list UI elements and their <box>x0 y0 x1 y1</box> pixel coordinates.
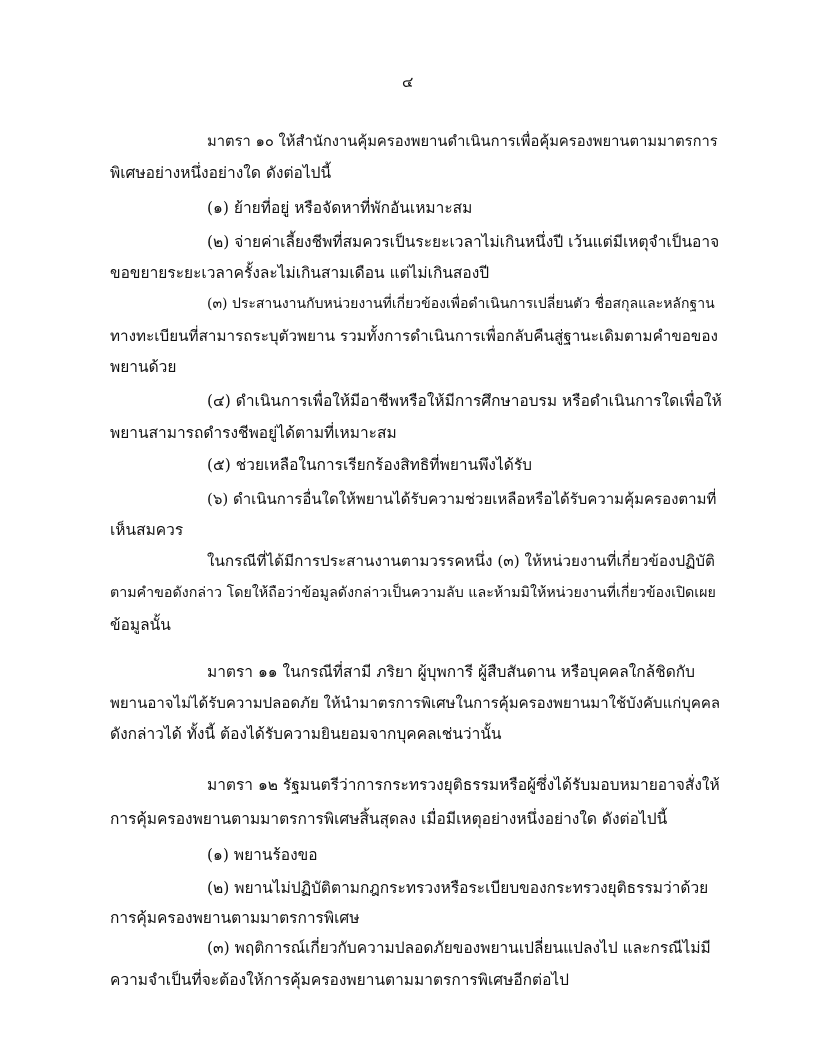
section-12-item-1: (๑) พยานร้องขอ <box>207 846 318 864</box>
section-12-item-2-line-2: การคุ้มครองพยานตามมาตรการพิเศษ <box>110 909 360 927</box>
section-10-item-3-line-3: พยานด้วย <box>110 358 177 376</box>
section-11-line-2: พยานอาจไม่ได้รับความปลอดภัย ให้นำมาตรการพิเศษในการคุ้มครองพยานมาใช้บังคับแก่บุคคล <box>110 694 721 712</box>
section-12-line-1: มาตรา ๑๒ รัฐมนตรีว่าการกระทรวงยุติธรรมหรือผู้ซึ่งได้รับมอบหมายอาจสั่งให้ <box>207 776 720 794</box>
section-10-item-3-line-1: (๓) ประสานงานกับหน่วยงานที่เกี่ยวข้องเพื่อดำเนินการเปลี่ยนตัว ชื่อสกุลและหลักฐาน <box>207 296 715 312</box>
section-10-para-2-line-2: ตามคำขอดังกล่าว โดยให้ถือว่าข้อมูลดังกล่าวเป็นความลับ และห้ามมิให้หน่วยงานที่เกี่ยวข้องเปิดเผย <box>110 585 716 601</box>
section-12-item-2-line-1: (๒) พยานไม่ปฏิบัติตามกฎกระทรวงหรือระเบียบของกระทรวงยุติธรรมว่าด้วย <box>207 879 709 897</box>
section-10-item-1: (๑) ย้ายที่อยู่ หรือจัดหาที่พักอันเหมาะสม <box>207 199 473 217</box>
section-10-item-5: (๕) ช่วยเหลือในการเรียกร้องสิทธิที่พยานพึงได้รับ <box>207 456 533 474</box>
section-10-line-2: พิเศษอย่างหนึ่งอย่างใด ดังต่อไปนี้ <box>110 164 332 182</box>
section-10-item-2-line-1: (๒) จ่ายค่าเลี้ยงชีพที่สมควรเป็นระยะเวลาไม่เกินหนึ่งปี เว้นแต่มีเหตุจำเป็นอาจ <box>207 233 720 251</box>
section-10-para-2-line-1: ในกรณีที่ได้มีการประสานงานตามวรรคหนึ่ง (๓) ให้หน่วยงานที่เกี่ยวข้องปฏิบัติ <box>207 552 715 570</box>
section-10-para-2-line-3: ข้อมูลนั้น <box>110 616 171 634</box>
section-10-item-6-line-1: (๖) ดำเนินการอื่นใดให้พยานได้รับความช่วยเหลือหรือได้รับความคุ้มครองตามที่ <box>207 490 717 508</box>
section-10-item-4-line-1: (๔) ดำเนินการเพื่อให้มีอาชีพหรือให้มีการศึกษาอบรม หรือดำเนินการใดเพื่อให้ <box>207 392 722 410</box>
section-12-item-3-line-1: (๓) พฤติการณ์เกี่ยวกับความปลอดภัยของพยานเปลี่ยนแปลงไป และกรณีไม่มี <box>207 939 711 957</box>
section-10-item-3-line-2: ทางทะเบียนที่สามารถระบุตัวพยาน รวมทั้งการดำเนินการเพื่อกลับคืนสู่ฐานะเดิมตามคำขอของ <box>110 327 718 345</box>
section-10-line-1: มาตรา ๑๐ ให้สำนักงานคุ้มครองพยานดำเนินการเพื่อคุ้มครองพยานตามมาตรการ <box>207 133 718 150</box>
section-10-item-6-line-2: เห็นสมควร <box>110 521 184 539</box>
section-12-line-2: การคุ้มครองพยานตามมาตรการพิเศษสิ้นสุดลง เมื่อมีเหตุอย่างหนึ่งอย่างใด ดังต่อไปนี้ <box>110 810 668 828</box>
section-11-line-1: มาตรา ๑๑ ในกรณีที่สามี ภริยา ผู้บุพการี ผู้สืบสันดาน หรือบุคคลใกล้ชิดกับ <box>207 663 695 681</box>
section-12-item-3-line-2: ความจำเป็นที่จะต้องให้การคุ้มครองพยานตามมาตรการพิเศษอีกต่อไป <box>110 971 570 989</box>
section-10-item-4-line-2: พยานสามารถดำรงชีพอยู่ได้ตามที่เหมาะสม <box>110 424 397 442</box>
section-11-line-3: ดังกล่าวได้ ทั้งนี้ ต้องได้รับความยินยอมจากบุคคลเช่นว่านั้น <box>110 725 502 743</box>
section-10-item-2-line-2: ขอขยายระยะเวลาครั้งละไม่เกินสามเดือน แต่ไม่เกินสองปี <box>110 264 490 282</box>
page-number: ๔ <box>402 73 414 91</box>
